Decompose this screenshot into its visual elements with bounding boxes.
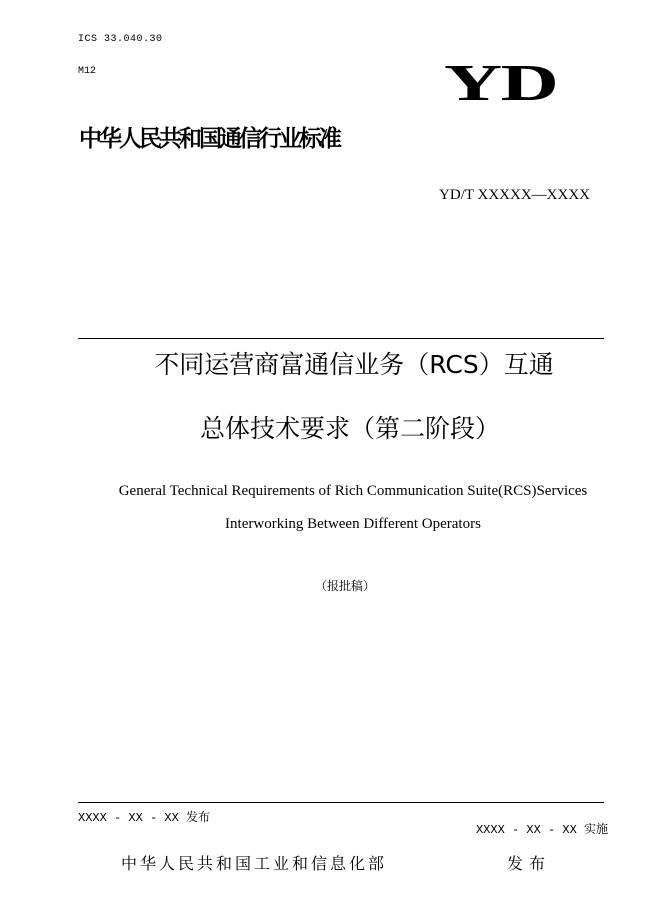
classification-code: M12	[78, 66, 97, 77]
standard-name: 中华人民共和国通信行业标准	[79, 126, 339, 152]
title-en-line1: General Technical Requirements of Rich Communication Suite(RCS)Services	[118, 483, 588, 499]
title-cn-line1: 不同运营商富通信业务（RCS）互通	[154, 350, 554, 379]
bottom-divider	[78, 802, 604, 803]
ics-code: ICS 33.040.30	[78, 34, 163, 45]
standard-number: YD/T XXXXX—XXXX	[439, 187, 590, 203]
yd-logo: YD	[444, 55, 558, 112]
publisher: 中华人民共和国工业和信息化部	[121, 854, 388, 873]
draft-status: （报批稿）	[314, 579, 375, 593]
implement-date: XXXX - XX - XX 实施	[475, 823, 608, 837]
title-cn-line2: 总体技术要求（第二阶段）	[199, 414, 500, 443]
publish-word: 发布	[507, 854, 552, 873]
title-en-line2: Interworking Between Different Operators	[225, 516, 481, 532]
publish-date: XXXX - XX - XX 发布	[78, 811, 211, 825]
top-divider	[78, 338, 604, 339]
